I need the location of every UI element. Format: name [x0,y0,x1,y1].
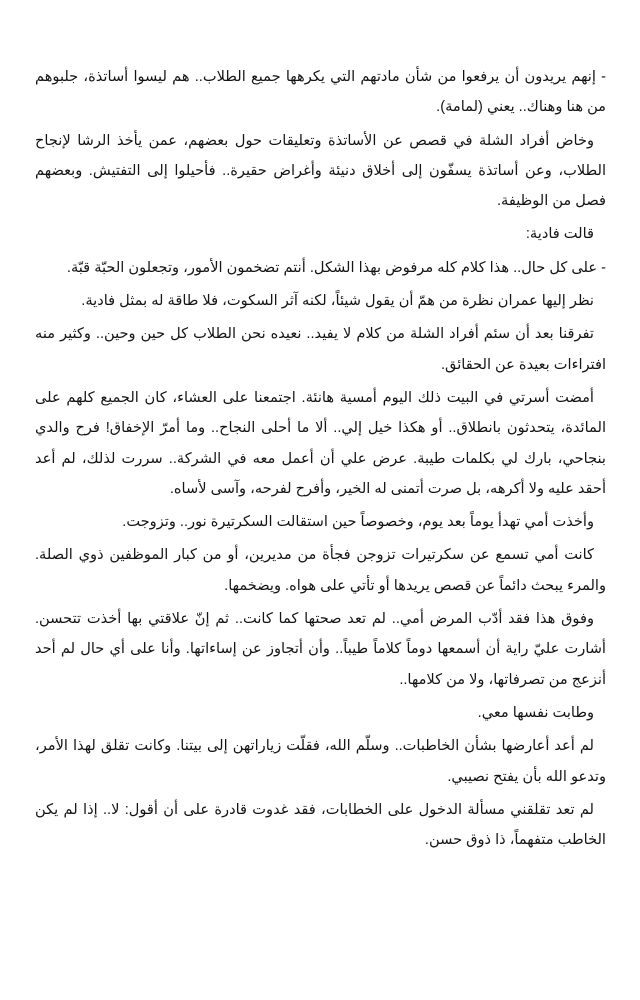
paragraph: - على كل حال.. هذا كلام كله مرفوض بهذا الشكل. أنتم تضخمون الأمور، وتجعلون الحبّة قبّة. [66,259,606,276]
paragraph: وخاض أفراد الشلة في قصص عن الأساتذة وتعليقات حول بعضهم، عمن يأخذ الرشا لإنجاح الطلاب، وعن أساتذة يسفّون إلى أخلاق دنيئة وأغراض حقيرة.. فأحيلوا إلى التفتيش. وبعضهم فصل من الوظيفة. [35,132,606,210]
paragraph: تفرقنا بعد أن سئم أفراد الشلة من كلام لا يفيد.. نعيده نحن الطلاب كل حين وحين.. وكثير منه افتراءات بعيدة عن الحقائق. [35,326,606,373]
paragraph: أمضت أسرتي في البيت ذلك اليوم أمسية هانئة. اجتمعنا على العشاء، كان الجميع كلهم على المائدة، يتحدثون بانطلاق.. أو هكذا خيل إلي.. ألا ما أحلى النجاح.. وما أمرّ الإخفاق! فرح والدي بنجاحي، بارك لي بكلمات طيبة. عرض علي أن أعمل معه في الشركة.. سررت لذلك، لم أعد أحقد عليه ولا أكرهه، بل صرت أتمنى له الخير، وأفرح لفرحه، وآسى لأساه. [35,389,606,497]
paragraph: وطابت نفسها معي. [477,704,594,721]
paragraph: - إنهم يريدون أن يرفعوا من شأن مادتهم التي يكرهها جميع الطلاب.. هم ليسوا أساتذة، جلبوهم من هنا وهناك.. يعني (لمامة). [35,69,606,116]
paragraph: وفوق هذا فقد أدّب المرض أمي.. لم تعد صحتها كما كانت.. ثم إنّ علاقتي بها أخذت تتحسن. أشارت عليّ راية أن أسمعها دوماً كلاماً طيباً.. وأن أتجاوز عن إساءاتها. وأنا على أي حال لم أحد أنزعج من تصرفاتها، ولا من كلامها.. [35,611,606,688]
paragraph: لم أعد أعارضها بشأن الخاطبات.. وسلّم الله، فقلّت زياراتهن إلى بيتنا. وكانت تقلق لهذا الأمر، وتدعو الله بأن يفتح نصيبي. [35,738,606,785]
paragraph: لم تعد تقلقني مسألة الدخول على الخطابات، فقد غدوت قادرة على أن أقول: لا.. إذا لم يكن الخاطب متفهماً، ذا ذوق حسن. [35,801,606,849]
paragraph: نظر إليها عمران نظرة من همّ أن يقول شيئاً، لكنه آثر السكوت، فلا طاقة له بمثل فادية. [81,293,594,310]
paragraph: كانت أمي تسمع عن سكرتيرات تزوجن فجأة من مديرين، أو من كبار الموظفين ذوي الصلة. والمرء يبحث دائماً عن قصص يريدها أو تأتي على هواه. ويضخمها. [35,547,606,594]
paragraph: قالت فادية: [525,226,594,243]
paragraph: وأخذت أمي تهدأ يوماً بعد يوم، وخصوصاً حين استقالت السكرتيرة نور.. وتزوجت. [122,514,594,531]
